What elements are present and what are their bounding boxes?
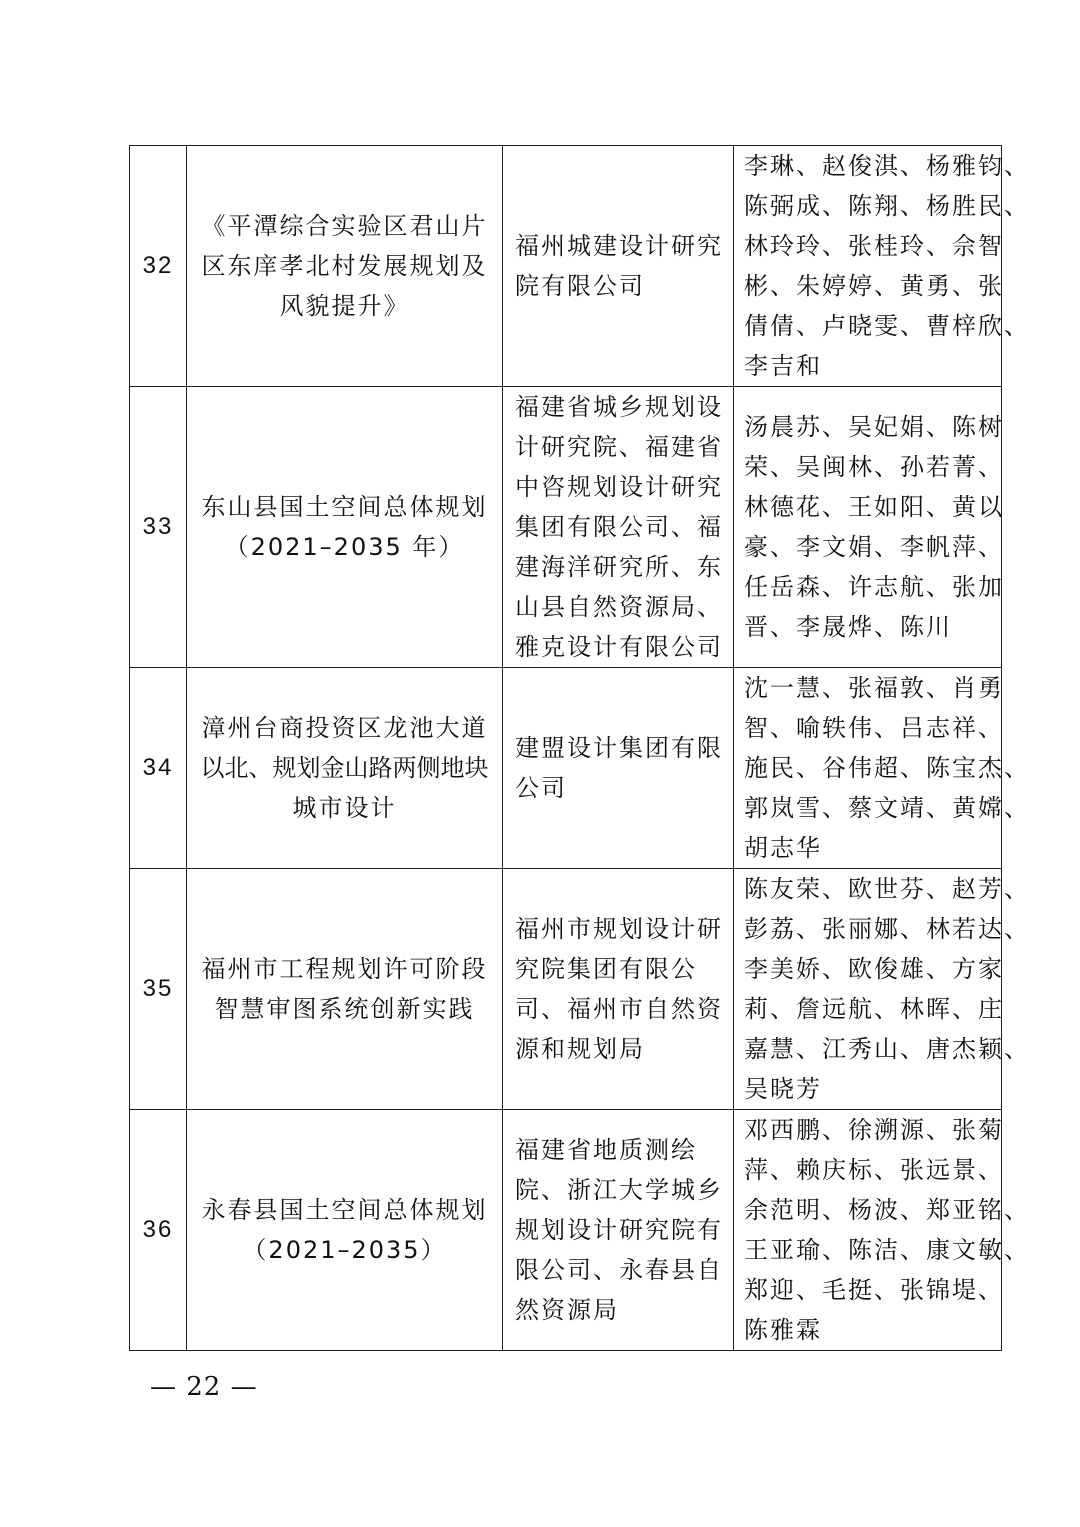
- member-line: 莉、詹远航、林晖、庄: [744, 995, 1004, 1023]
- member-line: 王亚瑜、陈洁、康文敏、: [744, 1236, 1030, 1264]
- awards-table: [129, 145, 1030, 1351]
- member-line: 林德花、王如阳、黄以: [744, 493, 1004, 521]
- member-line: 郭岚雪、蔡文靖、黄嫦、: [744, 794, 1030, 822]
- organization: [503, 387, 734, 668]
- member-line: 陈友荣、欧世芬、赵芳、: [744, 875, 1030, 903]
- org-line: 司、福州市自然资: [515, 995, 723, 1023]
- member-line: 李吉和: [744, 352, 822, 380]
- member-line: 郑迎、毛挺、张锦堤、: [744, 1276, 1004, 1304]
- member-line: 晋、李晟烨、陈川: [744, 613, 952, 641]
- title-line: 《平潭综合实验区君山片: [201, 212, 488, 240]
- title-line: 漳州台商投资区龙池大道: [201, 714, 488, 742]
- table-row: [130, 387, 1002, 668]
- org-line: 建海洋研究所、东: [515, 553, 723, 581]
- title-line: 东山县国土空间总体规划: [201, 493, 488, 521]
- member-line: 荣、吴闽林、孙若菁、: [744, 453, 1004, 481]
- row-number: 36: [130, 1110, 187, 1351]
- org-line: 公司: [515, 774, 567, 802]
- org-line: 中咨规划设计研究: [515, 473, 723, 501]
- table-row: [130, 146, 1002, 387]
- project-title: [187, 668, 503, 869]
- org-line: 院有限公司: [515, 272, 645, 300]
- project-title: [187, 1110, 503, 1351]
- table-row: [130, 869, 1002, 1110]
- member-line: 汤晨苏、吴妃娟、陈树: [744, 413, 1004, 441]
- member-line: 邓西鹏、徐溯源、张菊: [744, 1116, 1004, 1144]
- member-line: 萍、赖庆标、张远景、: [744, 1156, 1004, 1184]
- org-line: 福州城建设计研究: [515, 232, 723, 260]
- member-line: 沈一慧、张福敦、肖勇: [744, 674, 1004, 702]
- org-line: 集团有限公司、福: [515, 513, 723, 541]
- member-line: 倩倩、卢晓雯、曹梓欣、: [744, 312, 1030, 340]
- member-line: 施民、谷伟超、陈宝杰、: [744, 754, 1030, 782]
- team-members: [734, 668, 1030, 869]
- row-number: 35: [130, 869, 187, 1110]
- org-line: 源和规划局: [515, 1035, 645, 1063]
- team-members: [734, 869, 1030, 1110]
- table-row: [130, 668, 1002, 869]
- org-line: 福州市规划设计研: [515, 915, 723, 943]
- member-line: 智、喻轶伟、吕志祥、: [744, 714, 1004, 742]
- title-line: 风貌提升》: [279, 292, 410, 320]
- org-line: 限公司、永春县自: [515, 1256, 723, 1284]
- title-line: （2021–2035）: [242, 1236, 447, 1264]
- project-title: [187, 387, 503, 668]
- member-line: 任岳森、许志航、张加: [744, 573, 1004, 601]
- org-line: 院、浙江大学城乡: [515, 1176, 723, 1204]
- row-number: 33: [130, 387, 187, 668]
- org-line: 雅克设计有限公司: [515, 633, 723, 661]
- row-number: 34: [130, 668, 187, 869]
- org-line: 规划设计研究院有: [515, 1216, 723, 1244]
- project-title: [187, 869, 503, 1110]
- org-line: 然资源局: [515, 1296, 619, 1324]
- row-number: 32: [130, 146, 187, 387]
- org-line: 计研究院、福建省: [515, 433, 723, 461]
- member-line: 胡志华: [744, 834, 822, 862]
- organization: [503, 146, 734, 387]
- member-line: 彭荔、张丽娜、林若达、: [744, 915, 1030, 943]
- member-line: 林玲玲、张桂玲、佘智: [744, 232, 1004, 260]
- title-line: 城市设计: [292, 794, 397, 822]
- member-line: 李琳、赵俊淇、杨雅钧、: [744, 152, 1030, 180]
- team-members: [734, 1110, 1030, 1351]
- title-line: 以北、规划金山路两侧地块: [200, 754, 489, 782]
- title-line: 区东庠孝北村发展规划及: [201, 252, 488, 280]
- org-line: 建盟设计集团有限: [515, 734, 723, 762]
- member-line: 余范明、杨波、郑亚铭、: [744, 1196, 1030, 1224]
- title-line: （2021–2035 年）: [224, 533, 465, 561]
- title-line: 福州市工程规划许可阶段: [201, 955, 488, 983]
- member-line: 吴晓芳: [744, 1075, 822, 1103]
- org-line: 究院集团有限公: [515, 955, 697, 983]
- member-line: 嘉慧、江秀山、唐杰颖、: [744, 1035, 1030, 1063]
- organization: [503, 668, 734, 869]
- org-line: 福建省城乡规划设: [515, 393, 723, 421]
- team-members: [734, 387, 1002, 668]
- organization: [503, 1110, 734, 1351]
- page-number: — 22 —: [150, 1372, 258, 1402]
- member-line: 李美娇、欧俊雄、方家: [744, 955, 1004, 983]
- organization: [503, 869, 734, 1110]
- org-line: 山县自然资源局、: [515, 593, 723, 621]
- member-line: 彬、朱婷婷、黄勇、张: [744, 272, 1004, 300]
- title-line: 永春县国土空间总体规划: [201, 1196, 488, 1224]
- table-row: [130, 1110, 1002, 1351]
- project-title: [187, 146, 503, 387]
- member-line: 陈弼成、陈翔、杨胜民、: [744, 192, 1030, 220]
- title-line: 智慧审图系统创新实践: [214, 995, 475, 1023]
- member-line: 陈雅霖: [744, 1316, 822, 1344]
- team-members: [734, 146, 1030, 387]
- org-line: 福建省地质测绘: [515, 1136, 697, 1164]
- member-line: 豪、李文娟、李帆萍、: [744, 533, 1004, 561]
